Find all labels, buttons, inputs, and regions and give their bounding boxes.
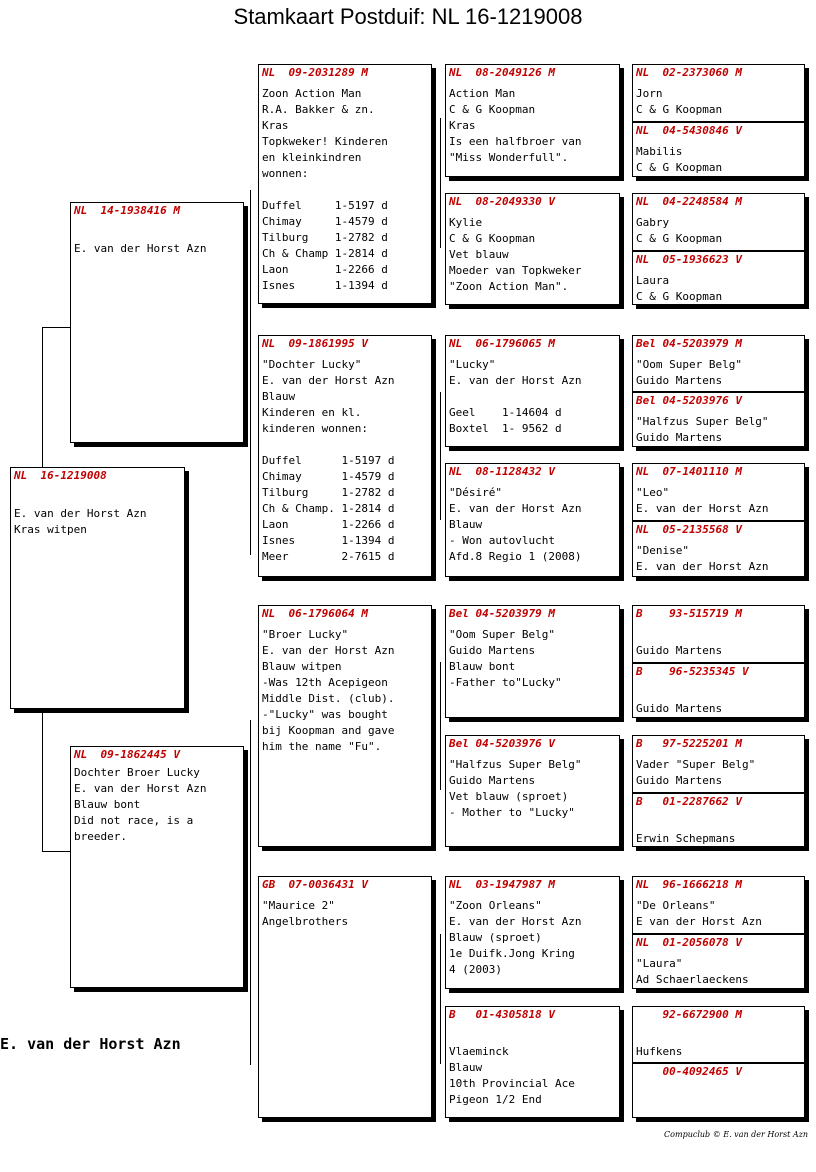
connector-g2-4-vertical <box>440 934 441 1064</box>
pigeon-details: Laura C & G Koopman <box>636 274 723 303</box>
pigeon-card-gen4-1[interactable] <box>633 65 804 121</box>
ring-number: Bel 04-5203979 M <box>449 607 555 620</box>
pigeon-pair-gen4-5 <box>632 605 805 718</box>
pigeon-card-gen3-7[interactable] <box>445 876 620 989</box>
pigeon-card-gen4-9[interactable] <box>633 606 804 662</box>
pigeon-details: "Halfzus Super Belg" Guido Martens <box>636 415 769 444</box>
pigeon-details: Gabry C & G Koopman <box>636 216 723 245</box>
ring-number: NL 09-1861995 V <box>262 337 368 350</box>
ring-number: NL 05-1936623 V <box>636 253 742 266</box>
connector-mother-vertical <box>250 720 251 1065</box>
pigeon-card-gen3-8[interactable] <box>445 1006 620 1118</box>
ring-number: Bel 04-5203976 V <box>636 394 742 407</box>
pigeon-pair-gen4-4 <box>632 463 805 577</box>
pigeon-details: E. van der Horst Azn <box>74 242 207 255</box>
connector-father-vertical <box>250 190 251 555</box>
pigeon-card-gen4-12[interactable] <box>633 794 804 847</box>
ring-number: 00-4092465 V <box>636 1065 742 1078</box>
pigeon-card-gen3-1[interactable] <box>445 64 620 177</box>
pigeon-details: "Lucky" E. van der Horst Azn Geel 1-14604 d Boxtel 1- 9562 d <box>449 358 582 435</box>
pigeon-details: "Leo" E. van der Horst Azn <box>636 486 769 515</box>
breeder-name: E. van der Horst Azn <box>0 1035 181 1053</box>
pigeon-card-gen4-15[interactable] <box>633 1007 804 1062</box>
pigeon-card-gen4-4[interactable] <box>633 252 804 305</box>
pigeon-pair-gen4-8 <box>632 1006 805 1118</box>
pigeon-card-gen3-5[interactable] <box>445 605 620 718</box>
ring-number: NL 04-5430846 V <box>636 124 742 137</box>
pigeon-details: "Oom Super Belg" Guido Martens Blauw bont -Father to"Lucky" <box>449 628 562 689</box>
pigeon-details: "Zoon Orleans" E. van der Horst Azn Blauw (sproet) 1e Duifk.Jong Kring 4 (2003) <box>449 899 582 976</box>
pigeon-details: Action Man C & G Koopman Kras Is een halfbroer van "Miss Wonderfull". <box>449 87 582 164</box>
ring-number: Bel 04-5203976 V <box>449 737 555 750</box>
pigeon-details: Jorn C & G Koopman <box>636 87 723 116</box>
pigeon-card-mother[interactable] <box>70 746 244 988</box>
pigeon-details: "Denise" E. van der Horst Azn <box>636 544 769 573</box>
ring-number: NL 08-2049330 V <box>449 195 555 208</box>
footer-credit: Compuclub © E. van der Horst Azn <box>664 1130 808 1139</box>
ring-number: NL 04-2248584 M <box>636 195 742 208</box>
pigeon-card-gen4-7[interactable] <box>633 464 804 520</box>
pigeon-card-gen4-6[interactable] <box>633 393 804 447</box>
ring-number: B 01-4305818 V <box>449 1008 555 1021</box>
ring-number: B 93-515719 M <box>636 607 742 620</box>
pigeon-card-gen4-10[interactable] <box>633 664 804 718</box>
pigeon-details: Vader "Super Belg" Guido Martens <box>636 758 756 787</box>
ring-number: B 01-2287662 V <box>636 795 742 808</box>
ring-number: NL 01-2056078 V <box>636 936 742 949</box>
pigeon-details: Vlaeminck Blauw 10th Provincial Ace Pigeon 1/2 End <box>449 1045 575 1106</box>
pigeon-details: "Broer Lucky" E. van der Horst Azn Blauw witpen -Was 12th Acepigeon Middle Dist. (club). -"Lucky" was bought bij Koopman and gave him the name "Fu". <box>262 628 395 753</box>
ring-number: NL 05-2135568 V <box>636 523 742 536</box>
connector-g2-3-vertical <box>440 662 441 790</box>
pigeon-details: Kylie C & G Koopman Vet blauw Moeder van Topkweker "Zoon Action Man". <box>449 216 582 293</box>
pigeon-card-gen3-4[interactable] <box>445 463 620 577</box>
pigeon-pair-gen4-2 <box>632 193 805 305</box>
ring-number: B 97-5225201 M <box>636 737 742 750</box>
pigeon-details: "Halfzus Super Belg" Guido Martens Vet blauw (sproet) - Mother to "Lucky" <box>449 758 582 819</box>
pigeon-details: Guido Martens <box>636 702 723 715</box>
ring-number: NL 14-1938416 M <box>74 204 180 217</box>
pigeon-card-gen4-14[interactable] <box>633 935 804 989</box>
pigeon-details: Hufkens <box>636 1045 683 1058</box>
ring-number: NL 03-1947987 M <box>449 878 555 891</box>
pigeon-details: "Dochter Lucky" E. van der Horst Azn Blauw Kinderen en kl. kinderen wonnen: Duffel 1-5197 d Chimay 1-4579 d Tilburg 1-2782 d Ch & Champ. 1-2814 d Laon 1-2266 d Isnes 1-1394 d Meer 2-7615 d <box>262 358 395 563</box>
pigeon-details: Guido Martens <box>636 644 723 657</box>
pigeon-card-father[interactable] <box>70 202 244 443</box>
pigeon-pair-gen4-1 <box>632 64 805 177</box>
pigeon-pair-gen4-6 <box>632 735 805 847</box>
pigeon-details: Mabilis C & G Koopman <box>636 145 723 174</box>
connector-mother <box>42 851 72 852</box>
pigeon-card-gen3-6[interactable] <box>445 735 620 847</box>
pigeon-card-gen3-2[interactable] <box>445 193 620 305</box>
pigeon-card-gen3-3[interactable] <box>445 335 620 447</box>
pigeon-details: Zoon Action Man R.A. Bakker & zn. Kras Topkweker! Kinderen en kleinkindren wonnen: Duffel 1-5197 d Chimay 1-4579 d Tilburg 1-2782 d Ch & Champ 1-2814 d Laon 1-2266 d Isnes 1-1394 d <box>262 87 388 292</box>
pigeon-details: "Oom Super Belg" Guido Martens <box>636 358 742 387</box>
connector-g2-1-vertical <box>440 118 441 248</box>
pigeon-card-gen2-1[interactable] <box>258 64 432 304</box>
ring-number: NL 16-1219008 <box>14 469 107 482</box>
page-title: Stamkaart Postduif: NL 16-1219008 <box>233 4 583 29</box>
pigeon-card-gen4-8[interactable] <box>633 522 804 577</box>
pigeon-card-gen4-3[interactable] <box>633 194 804 250</box>
pigeon-pair-gen4-3 <box>632 335 805 447</box>
ring-number: NL 06-1796064 M <box>262 607 368 620</box>
pigeon-card-gen2-2[interactable] <box>258 335 432 577</box>
ring-number: 92-6672900 M <box>636 1008 742 1021</box>
ring-number: Bel 04-5203979 M <box>636 337 742 350</box>
pigeon-card-gen4-16[interactable] <box>633 1064 804 1118</box>
pigeon-details: "Maurice 2" Angelbrothers <box>262 899 349 928</box>
pigeon-details: Dochter Broer Lucky E. van der Horst Azn Blauw bont Did not race, is a breeder. <box>74 766 207 843</box>
ring-number: NL 08-2049126 M <box>449 66 555 79</box>
ring-number: NL 08-1128432 V <box>449 465 555 478</box>
pigeon-card-gen4-5[interactable] <box>633 336 804 391</box>
ring-number: NL 09-2031289 M <box>262 66 368 79</box>
pigeon-card-subject[interactable] <box>10 467 185 709</box>
ring-number: NL 02-2373060 M <box>636 66 742 79</box>
pigeon-card-gen4-13[interactable] <box>633 877 804 933</box>
pigeon-card-gen2-3[interactable] <box>258 605 432 847</box>
connector-father <box>42 327 72 328</box>
ring-number: B 96-5235345 V <box>636 665 749 678</box>
pigeon-card-gen4-11[interactable] <box>633 736 804 792</box>
ring-number: GB 07-0036431 V <box>262 878 368 891</box>
connector-g2-2-vertical <box>440 392 441 520</box>
ring-number: NL 09-1862445 V <box>74 748 180 761</box>
pigeon-details: "Désiré" E. van der Horst Azn Blauw - Won autovlucht Afd.8 Regio 1 (2008) <box>449 486 582 563</box>
pigeon-details: "De Orleans" E van der Horst Azn <box>636 899 762 928</box>
pigeon-details: Erwin Schepmans <box>636 832 736 845</box>
ring-number: NL 06-1796065 M <box>449 337 555 350</box>
pigeon-card-gen4-2[interactable] <box>633 123 804 177</box>
pigeon-pair-gen4-7 <box>632 876 805 989</box>
pigeon-details: "Laura" Ad Schaerlaeckens <box>636 957 749 986</box>
ring-number: NL 07-1401110 M <box>636 465 742 478</box>
pigeon-card-gen2-4[interactable] <box>258 876 432 1118</box>
ring-number: NL 96-1666218 M <box>636 878 742 891</box>
pigeon-details: E. van der Horst Azn Kras witpen <box>14 507 147 536</box>
